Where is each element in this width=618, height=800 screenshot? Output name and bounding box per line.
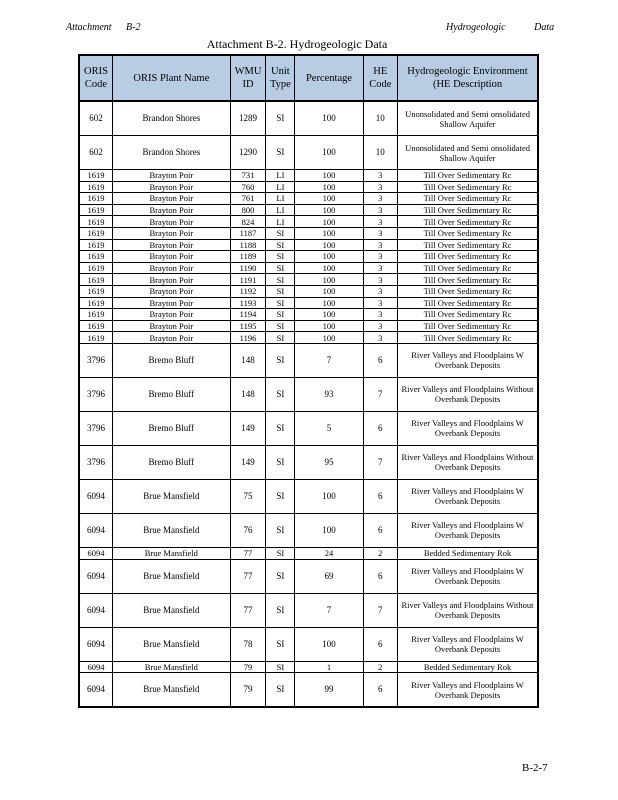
cell-oris-code: 1619	[79, 193, 112, 205]
table-row	[79, 101, 538, 136]
cell-wmu-id: 1289	[230, 101, 266, 136]
cell-unit-type: LI	[266, 216, 295, 228]
cell-wmu-id: 1193	[230, 297, 266, 309]
cell-he-description: Till Over Sedimentary Rc	[398, 193, 538, 205]
cell-wmu-id: 1194	[230, 309, 266, 321]
cell-plant-name: Brayton Poir	[112, 239, 230, 251]
cell-he-code: 6	[363, 479, 398, 513]
cell-plant-name: Brue Mansfield	[112, 627, 230, 661]
cell-wmu-id: 79	[230, 661, 266, 673]
table-row	[79, 673, 538, 708]
cell-oris-code: 1619	[79, 320, 112, 332]
cell-he-description: River Valleys and Floodplains Without Overbank Deposits	[398, 593, 538, 627]
cell-he-code: 6	[363, 673, 398, 708]
table-row	[79, 332, 538, 344]
cell-wmu-id: 1191	[230, 274, 266, 286]
cell-he-code: 7	[363, 445, 398, 479]
cell-oris-code: 6094	[79, 627, 112, 661]
cell-oris-code: 1619	[79, 297, 112, 309]
cell-he-code: 2	[363, 547, 398, 559]
cell-he-description: River Valleys and Floodplains Without Overbank Deposits	[398, 445, 538, 479]
cell-he-description: Unonsolidated and Semi onsolidated Shallow Aquifer	[398, 136, 538, 170]
cell-he-code: 3	[363, 285, 398, 297]
cell-he-description: Till Over Sedimentary Rc	[398, 204, 538, 216]
cell-percentage: 95	[295, 445, 363, 479]
cell-he-description: Till Over Sedimentary Rc	[398, 285, 538, 297]
table-row	[79, 627, 538, 661]
cell-percentage: 100	[295, 101, 363, 136]
cell-unit-type: SI	[266, 559, 295, 593]
cell-plant-name: Bremo Bluff	[112, 343, 230, 377]
cell-wmu-id: 78	[230, 627, 266, 661]
cell-percentage: 93	[295, 377, 363, 411]
cell-unit-type: SI	[266, 343, 295, 377]
hydrogeologic-data-table	[78, 54, 539, 708]
running-header-right	[446, 22, 554, 33]
cell-oris-code: 6094	[79, 559, 112, 593]
table-row	[79, 513, 538, 547]
cell-plant-name: Brayton Poir	[112, 274, 230, 286]
cell-percentage: 100	[295, 239, 363, 251]
column-header-he-description: Hydrogeologic Environment (HE Description	[398, 55, 538, 101]
cell-percentage: 100	[295, 193, 363, 205]
cell-plant-name: Bremo Bluff	[112, 445, 230, 479]
cell-he-description: Till Over Sedimentary Rc	[398, 239, 538, 251]
cell-he-code: 3	[363, 297, 398, 309]
cell-plant-name: Bremo Bluff	[112, 377, 230, 411]
column-header-percentage: Percentage	[295, 55, 363, 101]
cell-plant-name: Brayton Poir	[112, 204, 230, 216]
cell-unit-type: SI	[266, 593, 295, 627]
cell-percentage: 100	[295, 204, 363, 216]
cell-wmu-id: 1195	[230, 320, 266, 332]
cell-oris-code: 6094	[79, 673, 112, 708]
cell-wmu-id: 76	[230, 513, 266, 547]
cell-plant-name: Brue Mansfield	[112, 661, 230, 673]
cell-wmu-id: 731	[230, 170, 266, 182]
cell-unit-type: SI	[266, 251, 295, 263]
page-number: B-2-7	[522, 762, 548, 774]
cell-wmu-id: 1290	[230, 136, 266, 170]
cell-he-description: River Valleys and Floodplains W Overbank Deposits	[398, 479, 538, 513]
cell-unit-type: SI	[266, 309, 295, 321]
cell-he-description: River Valleys and Floodplains Without Overbank Deposits	[398, 377, 538, 411]
cell-oris-code: 1619	[79, 216, 112, 228]
table-row	[79, 136, 538, 170]
cell-wmu-id: 77	[230, 593, 266, 627]
table-row	[79, 377, 538, 411]
cell-wmu-id: 800	[230, 204, 266, 216]
cell-plant-name: Brayton Poir	[112, 227, 230, 239]
cell-unit-type: SI	[266, 262, 295, 274]
table-row	[79, 309, 538, 321]
cell-wmu-id: 1189	[230, 251, 266, 263]
cell-he-description: Unonsolidated and Semi onsolidated Shallow Aquifer	[398, 101, 538, 136]
cell-unit-type: SI	[266, 320, 295, 332]
cell-oris-code: 1619	[79, 274, 112, 286]
cell-plant-name: Brandon Shores	[112, 136, 230, 170]
cell-he-description: Till Over Sedimentary Rc	[398, 227, 538, 239]
cell-wmu-id: 77	[230, 547, 266, 559]
cell-oris-code: 3796	[79, 445, 112, 479]
running-header-left	[66, 22, 141, 33]
cell-wmu-id: 148	[230, 377, 266, 411]
cell-unit-type: SI	[266, 227, 295, 239]
cell-he-code: 3	[363, 309, 398, 321]
cell-he-code: 6	[363, 627, 398, 661]
cell-oris-code: 1619	[79, 285, 112, 297]
cell-unit-type: LI	[266, 170, 295, 182]
cell-he-description: Bedded Sedimentary Rok	[398, 661, 538, 673]
cell-plant-name: Brue Mansfield	[112, 547, 230, 559]
cell-percentage: 100	[295, 274, 363, 286]
cell-plant-name: Brayton Poir	[112, 332, 230, 344]
cell-he-description: River Valleys and Floodplains W Overbank Deposits	[398, 343, 538, 377]
column-header-wmu-id: WMU ID	[230, 55, 266, 101]
cell-he-description: Till Over Sedimentary Rc	[398, 216, 538, 228]
cell-he-code: 3	[363, 239, 398, 251]
cell-percentage: 100	[295, 216, 363, 228]
cell-he-description: Till Over Sedimentary Rc	[398, 297, 538, 309]
cell-he-description: Till Over Sedimentary Rc	[398, 274, 538, 286]
cell-oris-code: 6094	[79, 513, 112, 547]
table-row	[79, 559, 538, 593]
cell-percentage: 7	[295, 593, 363, 627]
cell-unit-type: SI	[266, 513, 295, 547]
cell-unit-type: SI	[266, 627, 295, 661]
column-header-oris-code: ORIS Code	[79, 55, 112, 101]
cell-plant-name: Brayton Poir	[112, 262, 230, 274]
cell-plant-name: Brue Mansfield	[112, 673, 230, 708]
cell-he-code: 3	[363, 227, 398, 239]
cell-plant-name: Brayton Poir	[112, 297, 230, 309]
cell-percentage: 100	[295, 479, 363, 513]
cell-plant-name: Brue Mansfield	[112, 593, 230, 627]
cell-plant-name: Brayton Poir	[112, 309, 230, 321]
cell-percentage: 100	[295, 136, 363, 170]
page-title: Attachment B-2. Hydrogeologic Data	[206, 37, 388, 51]
cell-he-code: 10	[363, 136, 398, 170]
cell-unit-type: SI	[266, 411, 295, 445]
cell-oris-code: 1619	[79, 309, 112, 321]
cell-he-description: River Valleys and Floodplains W Overbank Deposits	[398, 627, 538, 661]
cell-he-code: 7	[363, 377, 398, 411]
cell-unit-type: LI	[266, 193, 295, 205]
cell-wmu-id: 77	[230, 559, 266, 593]
cell-he-code: 3	[363, 251, 398, 263]
cell-he-code: 6	[363, 411, 398, 445]
cell-unit-type: SI	[266, 136, 295, 170]
cell-he-code: 3	[363, 332, 398, 344]
cell-he-description: River Valleys and Floodplains W Overbank Deposits	[398, 673, 538, 708]
cell-oris-code: 3796	[79, 343, 112, 377]
cell-unit-type: SI	[266, 285, 295, 297]
header-word-hydrogeologic: Hydrogeologic	[446, 22, 506, 33]
cell-he-code: 6	[363, 343, 398, 377]
cell-oris-code: 602	[79, 136, 112, 170]
cell-oris-code: 1619	[79, 251, 112, 263]
cell-he-description: Till Over Sedimentary Rc	[398, 181, 538, 193]
cell-oris-code: 1619	[79, 227, 112, 239]
cell-unit-type: SI	[266, 547, 295, 559]
cell-wmu-id: 75	[230, 479, 266, 513]
cell-he-code: 3	[363, 216, 398, 228]
cell-he-code: 3	[363, 193, 398, 205]
table-row	[79, 170, 538, 182]
cell-percentage: 69	[295, 559, 363, 593]
cell-he-code: 2	[363, 661, 398, 673]
cell-plant-name: Brue Mansfield	[112, 513, 230, 547]
cell-percentage: 100	[295, 627, 363, 661]
cell-wmu-id: 1187	[230, 227, 266, 239]
cell-unit-type: SI	[266, 661, 295, 673]
cell-unit-type: SI	[266, 479, 295, 513]
cell-oris-code: 1619	[79, 181, 112, 193]
cell-he-description: Till Over Sedimentary Rc	[398, 262, 538, 274]
cell-he-description: Till Over Sedimentary Rc	[398, 309, 538, 321]
cell-percentage: 7	[295, 343, 363, 377]
table-row	[79, 285, 538, 297]
cell-percentage: 100	[295, 320, 363, 332]
cell-wmu-id: 149	[230, 411, 266, 445]
cell-wmu-id: 1192	[230, 285, 266, 297]
cell-he-description: Till Over Sedimentary Rc	[398, 332, 538, 344]
cell-wmu-id: 1196	[230, 332, 266, 344]
cell-unit-type: SI	[266, 673, 295, 708]
cell-wmu-id: 1188	[230, 239, 266, 251]
cell-oris-code: 1619	[79, 239, 112, 251]
cell-he-code: 3	[363, 262, 398, 274]
cell-wmu-id: 79	[230, 673, 266, 708]
table-row	[79, 547, 538, 559]
table-row	[79, 239, 538, 251]
table-row	[79, 445, 538, 479]
cell-percentage: 100	[295, 513, 363, 547]
cell-oris-code: 1619	[79, 262, 112, 274]
cell-he-code: 3	[363, 204, 398, 216]
cell-he-description: River Valleys and Floodplains W Overbank Deposits	[398, 559, 538, 593]
table-row	[79, 193, 538, 205]
cell-oris-code: 602	[79, 101, 112, 136]
table-row	[79, 297, 538, 309]
table-row	[79, 216, 538, 228]
cell-he-code: 3	[363, 274, 398, 286]
cell-percentage: 100	[295, 285, 363, 297]
cell-plant-name: Brue Mansfield	[112, 559, 230, 593]
table-body	[79, 101, 538, 707]
cell-wmu-id: 148	[230, 343, 266, 377]
cell-unit-type: SI	[266, 445, 295, 479]
table-row	[79, 274, 538, 286]
cell-he-description: Till Over Sedimentary Rc	[398, 170, 538, 182]
cell-he-code: 3	[363, 181, 398, 193]
cell-percentage: 100	[295, 227, 363, 239]
table-row	[79, 411, 538, 445]
cell-percentage: 5	[295, 411, 363, 445]
cell-plant-name: Brue Mansfield	[112, 479, 230, 513]
column-header-he-code: HE Code	[363, 55, 398, 101]
cell-plant-name: Brayton Poir	[112, 251, 230, 263]
cell-plant-name: Brayton Poir	[112, 193, 230, 205]
cell-oris-code: 1619	[79, 332, 112, 344]
cell-he-code: 7	[363, 593, 398, 627]
cell-plant-name: Brayton Poir	[112, 320, 230, 332]
cell-oris-code: 6094	[79, 593, 112, 627]
cell-percentage: 100	[295, 181, 363, 193]
cell-unit-type: SI	[266, 377, 295, 411]
cell-percentage: 100	[295, 262, 363, 274]
cell-wmu-id: 761	[230, 193, 266, 205]
table-row	[79, 593, 538, 627]
cell-he-code: 6	[363, 559, 398, 593]
cell-unit-type: SI	[266, 101, 295, 136]
cell-oris-code: 1619	[79, 204, 112, 216]
cell-oris-code: 3796	[79, 411, 112, 445]
cell-wmu-id: 149	[230, 445, 266, 479]
cell-oris-code: 1619	[79, 170, 112, 182]
table-row	[79, 479, 538, 513]
cell-wmu-id: 760	[230, 181, 266, 193]
table-row	[79, 204, 538, 216]
cell-he-code: 10	[363, 101, 398, 136]
cell-percentage: 99	[295, 673, 363, 708]
cell-oris-code: 6094	[79, 661, 112, 673]
cell-he-description: Bedded Sedimentary Rok	[398, 547, 538, 559]
cell-unit-type: SI	[266, 297, 295, 309]
header-attachment-label: Attachment	[66, 22, 112, 33]
header-word-data: Data	[534, 22, 555, 33]
cell-percentage: 24	[295, 547, 363, 559]
cell-plant-name: Brandon Shores	[112, 101, 230, 136]
cell-oris-code: 3796	[79, 377, 112, 411]
cell-oris-code: 6094	[79, 547, 112, 559]
cell-he-description: Till Over Sedimentary Rc	[398, 251, 538, 263]
cell-unit-type: SI	[266, 274, 295, 286]
cell-wmu-id: 1190	[230, 262, 266, 274]
cell-unit-type: SI	[266, 332, 295, 344]
cell-percentage: 100	[295, 297, 363, 309]
table-row	[79, 343, 538, 377]
cell-plant-name: Brayton Poir	[112, 170, 230, 182]
cell-he-description: River Valleys and Floodplains W Overbank Deposits	[398, 411, 538, 445]
table-row	[79, 661, 538, 673]
cell-plant-name: Bremo Bluff	[112, 411, 230, 445]
cell-percentage: 100	[295, 251, 363, 263]
cell-percentage: 100	[295, 332, 363, 344]
cell-plant-name: Brayton Poir	[112, 181, 230, 193]
cell-wmu-id: 824	[230, 216, 266, 228]
cell-oris-code: 6094	[79, 479, 112, 513]
cell-he-code: 3	[363, 170, 398, 182]
table-row	[79, 251, 538, 263]
table-row	[79, 181, 538, 193]
cell-he-code: 6	[363, 513, 398, 547]
cell-he-description: Till Over Sedimentary Rc	[398, 320, 538, 332]
cell-unit-type: SI	[266, 239, 295, 251]
cell-unit-type: LI	[266, 181, 295, 193]
cell-plant-name: Brayton Poir	[112, 285, 230, 297]
cell-percentage: 100	[295, 170, 363, 182]
column-header-unit-type: Unit Type	[266, 55, 295, 101]
cell-percentage: 100	[295, 309, 363, 321]
table-row	[79, 262, 538, 274]
cell-plant-name: Brayton Poir	[112, 216, 230, 228]
table-row	[79, 320, 538, 332]
cell-he-code: 3	[363, 320, 398, 332]
cell-percentage: 1	[295, 661, 363, 673]
table-row	[79, 227, 538, 239]
column-header-plant-name: ORIS Plant Name	[112, 55, 230, 101]
cell-he-description: River Valleys and Floodplains W Overbank Deposits	[398, 513, 538, 547]
header-attachment-code: B-2	[126, 22, 141, 33]
table-header-row	[79, 55, 538, 101]
cell-unit-type: LI	[266, 204, 295, 216]
